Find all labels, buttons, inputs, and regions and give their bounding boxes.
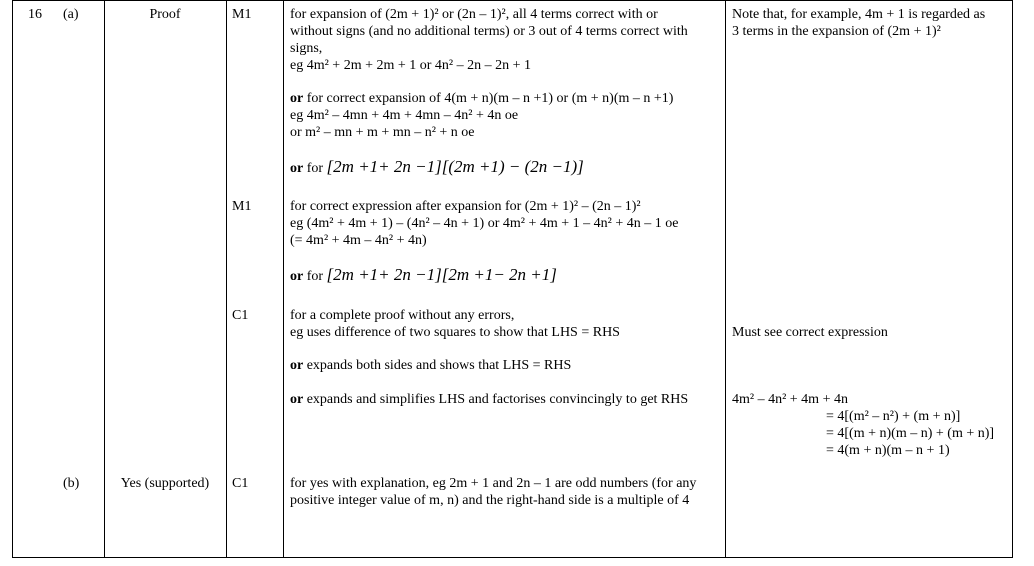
scheme-a1-or1 bbox=[290, 90, 673, 107]
scheme-a1-line4: eg 4m² + 2m + 2m + 1 or 4n² – 2n – 2n + 1 bbox=[290, 58, 532, 73]
scheme-a1-or2-expression: [2m +1+ 2n −1][(2m +1) − (2n −1)] bbox=[326, 157, 584, 176]
question-part-a: (a) bbox=[63, 7, 79, 22]
scheme-a3-line2: eg uses difference of two squares to show that LHS = RHS bbox=[290, 325, 620, 340]
guidance-working-line4: = 4(m + n)(m – n + 1) bbox=[826, 443, 950, 458]
or-keyword: or bbox=[290, 358, 304, 373]
scheme-a2-or-expression: [2m +1+ 2n −1][2m +1− 2n +1] bbox=[326, 265, 557, 284]
or-keyword: or bbox=[290, 392, 304, 407]
or-keyword: or bbox=[290, 269, 304, 284]
scheme-a2-or bbox=[290, 266, 557, 285]
scheme-a1-line2: without signs (and no additional terms) or 3 out of 4 terms correct with bbox=[290, 24, 688, 39]
scheme-a2-line3: (= 4m² + 4m – 4n² + 4n) bbox=[290, 233, 427, 248]
question-number: 16 bbox=[28, 7, 42, 22]
scheme-b-line2: positive integer value of m, n) and the right-hand side is a multiple of 4 bbox=[290, 493, 690, 508]
guidance-note-line2: 3 terms in the expansion of (2m + 1)² bbox=[732, 24, 941, 39]
scheme-a1-or1-text: for correct expansion of 4(m + n)(m – n +1) or (m + n)(m – n +1) bbox=[303, 91, 674, 106]
guidance-working-line1: 4m² – 4n² + 4m + 4n bbox=[732, 392, 848, 407]
scheme-a3-or1-text: expands both sides and shows that LHS = RHS bbox=[303, 358, 572, 373]
guidance-working-line2: = 4[(m² – n²) + (m + n)] bbox=[826, 409, 961, 424]
column-divider-mark-scheme bbox=[283, 0, 284, 557]
scheme-a1-line3: signs, bbox=[290, 41, 323, 56]
question-part-b: (b) bbox=[63, 476, 80, 491]
column-divider-question-answer bbox=[104, 0, 105, 557]
or-keyword: or bbox=[290, 161, 304, 176]
scheme-a1-or2-text: for bbox=[303, 161, 324, 176]
mark-c1-b: C1 bbox=[232, 476, 249, 491]
guidance-must-see: Must see correct expression bbox=[732, 325, 888, 340]
guidance-note-line1: Note that, for example, 4m + 1 is regarded as bbox=[732, 7, 986, 22]
table-border-left bbox=[12, 0, 13, 557]
mark-c1-first: C1 bbox=[232, 308, 249, 323]
scheme-a1-or1-eg2: or m² – mn + m + mn – n² + n oe bbox=[290, 125, 475, 140]
scheme-a1-or2 bbox=[290, 158, 584, 177]
table-border-bottom bbox=[12, 557, 1013, 558]
scheme-a2-line1: for correct expression after expansion for (2m + 1)² – (2n – 1)² bbox=[290, 199, 641, 214]
scheme-a3-or1 bbox=[290, 357, 571, 374]
table-border-top bbox=[12, 0, 1013, 1]
scheme-a3-line1: for a complete proof without any errors, bbox=[290, 308, 515, 323]
scheme-b-line1: for yes with explanation, eg 2m + 1 and 2n – 1 are odd numbers (for any bbox=[290, 476, 697, 491]
scheme-a2-line2: eg (4m² + 4m + 1) – (4n² – 4n + 1) or 4m² + 4m + 1 – 4n² + 4n – 1 oe bbox=[290, 216, 679, 231]
scheme-a3-or2-text: expands and simplifies LHS and factorises convincingly to get RHS bbox=[303, 392, 689, 407]
scheme-a1-or1-eg1: eg 4m² – 4mn + 4m + 4mn – 4n² + 4n oe bbox=[290, 108, 519, 123]
answer-b: Yes (supported) bbox=[120, 476, 210, 491]
column-divider-scheme-guidance bbox=[725, 0, 726, 557]
column-divider-answer-mark bbox=[226, 0, 227, 557]
scheme-a2-or-text: for bbox=[303, 269, 324, 284]
or-keyword: or bbox=[290, 91, 304, 106]
answer-a: Proof bbox=[149, 7, 181, 22]
mark-m1-second: M1 bbox=[232, 199, 252, 214]
guidance-working-line3: = 4[(m + n)(m – n) + (m + n)] bbox=[826, 426, 995, 441]
scheme-a3-or2 bbox=[290, 391, 688, 408]
scheme-a1-line1: for expansion of (2m + 1)² or (2n – 1)², all 4 terms correct with or bbox=[290, 7, 658, 22]
mark-m1-first: M1 bbox=[232, 7, 252, 22]
table-border-right bbox=[1012, 0, 1013, 557]
